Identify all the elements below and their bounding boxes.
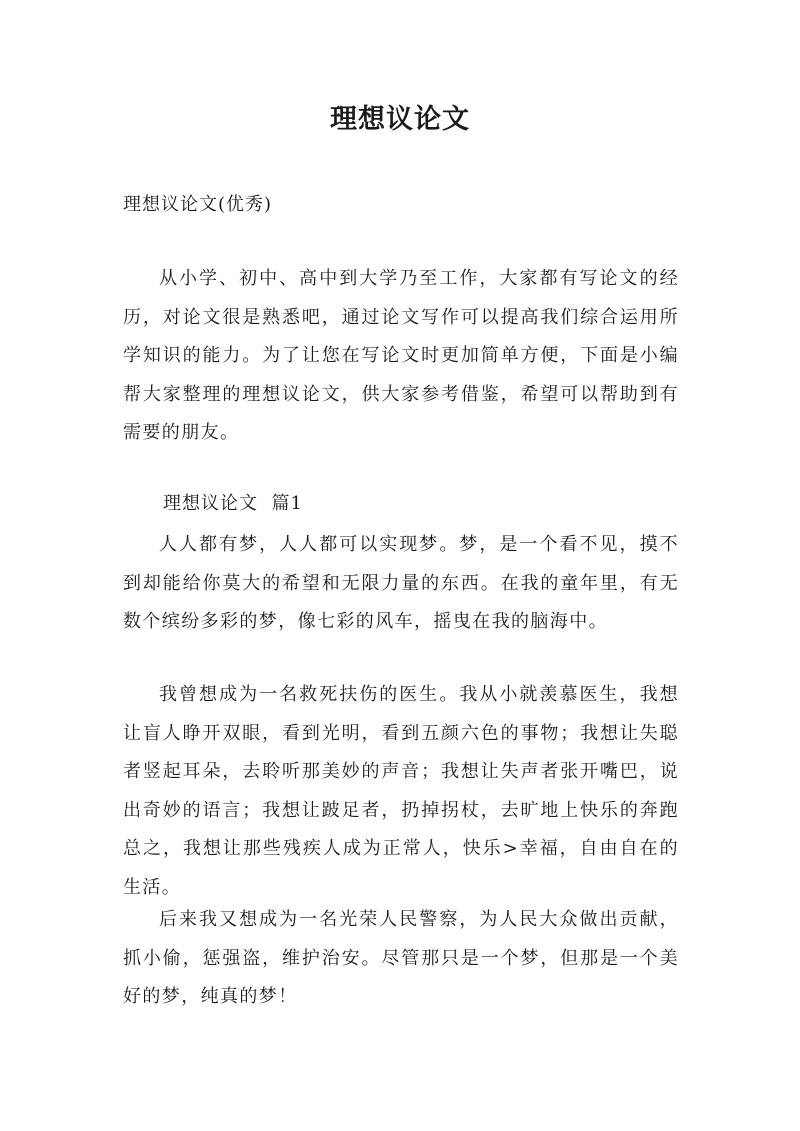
document-subtitle: 理想议论文(优秀): [123, 194, 273, 215]
body-paragraph-1: 人人都有梦，人人都可以实现梦。梦，是一个看不见，摸不到却能给你莫大的希望和无限力量的东西。在我的童年里，有无数个缤纷多彩的梦，像七彩的风车，摇曳在我的脑海中。: [123, 534, 679, 633]
document-title: 理想议论文: [330, 104, 470, 135]
intro-paragraph: 从小学、初中、高中到大学乃至工作，大家都有写论文的经历，对论文很是熟悉吧，通过论文写作可以提高我们综合运用所学知识的能力。为了让您在写论文时更加简单方便，下面是小编帮大家整理的理想议论文，供大家参考借鉴，希望可以帮助到有需要的朋友。: [123, 268, 679, 444]
section-heading: 理想议论文 篇1: [163, 493, 303, 514]
body-paragraph-2: 我曾想成为一名救死扶伤的医生。我从小就羡慕医生，我想让盲人睁开双眼，看到光明，看到五颜六色的事物；我想让失聪者竖起耳朵，去聆听那美妙的声音；我想让失声者张开嘴巴，说出奇妙的语言；我想让跛足者，扔掉拐杖，去旷地上快乐的奔跑总之，我想让那些残疾人成为正常人，快乐>幸福，自由自在的生活。: [123, 684, 679, 898]
body-paragraph-3: 后来我又想成为一名光荣人民警察，为人民大众做出贡献，抓小偷，惩强盗，维护治安。尽管那只是一个梦，但那是一个美好的梦，纯真的梦！: [123, 909, 679, 1008]
